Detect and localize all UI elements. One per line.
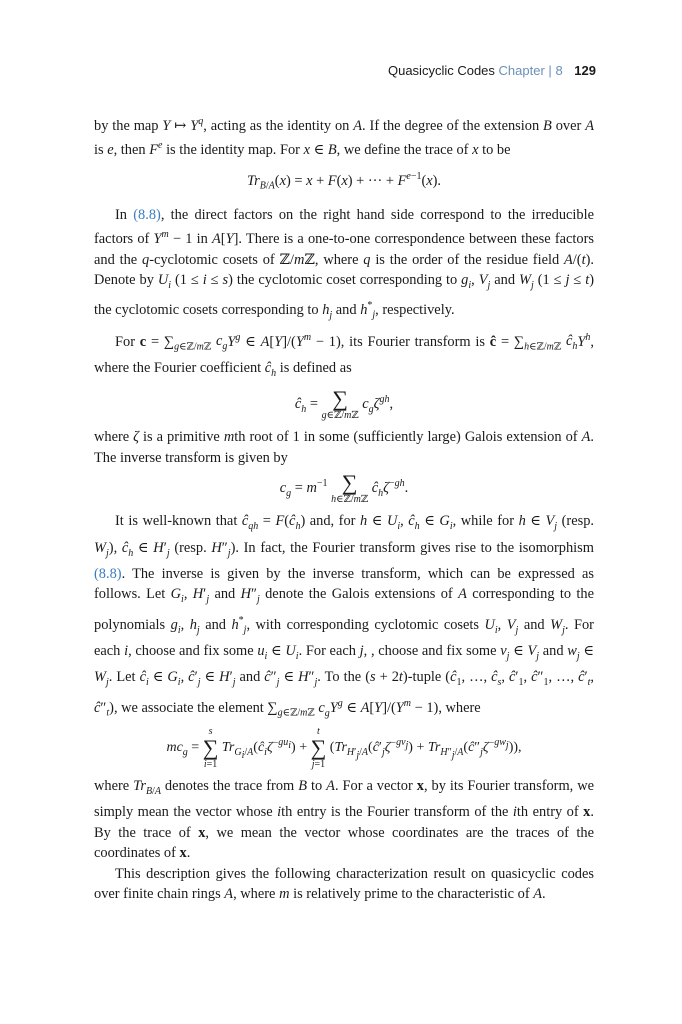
equation-inverse: $c_g = m^{-1}$ ∑ h∈ℤ/mℤ $ĉ_h\zeta^{-gh}$. — [279, 470, 409, 506]
equation-trace: $Tr_{B/A}(x) = x + F(x)$ + ··· + $F^{e-1}(x)$. — [246, 170, 442, 192]
equation-element: $mc_g$ = s ∑ i=1 $Tr_{G_i/A}(ĉ_i\zeta^{-gu_i})$ + t ∑ j=1 ($Tr_{H'_j/A}(ĉ'_j\zeta^{-gv_j})$ + $Tr_{H''_j/A}(ĉ''_j\zeta^{-gw_j})$), — [166, 725, 522, 770]
ref-8-8[interactable]: (8.8) — [133, 206, 161, 223]
page-body — [94, 112, 594, 905]
paragraph-4: where ζ is a primitive mth root of 1 in some (sufficiently large) Galois extension of A. The inverse transform is given by — [94, 429, 594, 466]
paragraph-3: For $c = \sum_{g\in ℤ/mℤ}$ $c_gY^g$ ∈ $A[Y]/(Y^m - 1)$, its Fourier transform is ĉ = $\sum_{h\in ℤ/mℤ}$ $ĉ_hY^h$, where the Fourier coefficient $ĉ_h$ is defined as — [94, 331, 594, 379]
equation-fourier: $ĉ_h$ = ∑ g∈ℤ/mℤ $c_g\zeta^{gh}$, — [294, 386, 394, 422]
paragraph-5: It is well-known that $ĉ_{qh}$ = $F(ĉ_h)$ and, for h ∈ $U_i$, $ĉ_h$ ∈ $G_i$, while for h ∈ $V_j$ (resp. $W_j$), $ĉ_h$ ∈ $H'_j$ (resp. $H''_j$). In fact, the Fourier transform gives rise to the isomorphism (8.8). The inverse is given by the inverse transform, which can be expressed as follows. Let $G_i$, $H'_j$ and $H''_j$ denote the Galois extensions of A corresponding to the polynomials $g_i$, $h_j$ and $h^*_j$, with corresponding cyclotomic cosets $U_i$, $V_j$ and $W_j$. For each i, choose and fix some $u_i$ ∈ $U_i$. For each j, , choose and fix some $v_j$ ∈ $V_j$ and $w_j$ ∈ $W_j$. Let $ĉ_i$ ∈ $G_i$, $ĉ'_j$ ∈ $H'_j$ and $ĉ''_j$ ∈ $H''_j$. To the (s + 2t)-tuple ($ĉ_1$, …, $ĉ_s$, $ĉ'_1$, $ĉ''_1$, …, $ĉ'_t$, $ĉ''_t$), we associate the element $\sum_{g\in ℤ/mℤ}$ $c_gY^g$ ∈ $A[Y]/(Y^m - 1)$, where — [94, 513, 594, 719]
paragraph-2: In (8.8), the direct factors on the right hand side correspond to the irreducible factors of $Y^m - 1$ in A[Y]. There is a one-to-one correspondence between these factors and the q-cyclotomic cosets of ℤ/mℤ, where q is the order of the residue field A/(t). Denote by $U_i$ (1 ≤ i ≤ s) the cyclotomic coset corresponding to $g_i$, $V_j$ and $W_j$ (1 ≤ j ≤ t) the cyclotomic cosets corresponding to $h_j$ and $h^*_j$, respectively. — [94, 206, 595, 322]
page-number: 129 — [574, 63, 596, 78]
paragraph-7: This description gives the following characterization result on quasicyclic codes over finite chain rings A, where m is relatively prime to the characteristic of A. — [94, 865, 594, 903]
running-title: Quasicyclic Codes — [387, 63, 495, 78]
running-header — [388, 63, 596, 78]
chapter-label: Chapter | 8 — [498, 63, 563, 78]
ref-8-8-second[interactable]: (8.8) — [94, 565, 122, 582]
paragraph-1: by the map Y ↦ $Y^q$, acting as the identity on A. If the degree of the extension B over A is e, then $F^e$ is the identity map. For x ∈ B, we define the trace of x to be — [94, 116, 594, 159]
paragraph-6: where $Tr_{B/A}$ denotes the trace from B to A. For a vector x, by its Fourier transform, we simply mean the vector whose ith entry is the Fourier transform of the ith entry of x. By the trace of x, we mean the vector whose coordinates are the traces of the coordinates of x. — [94, 777, 594, 862]
